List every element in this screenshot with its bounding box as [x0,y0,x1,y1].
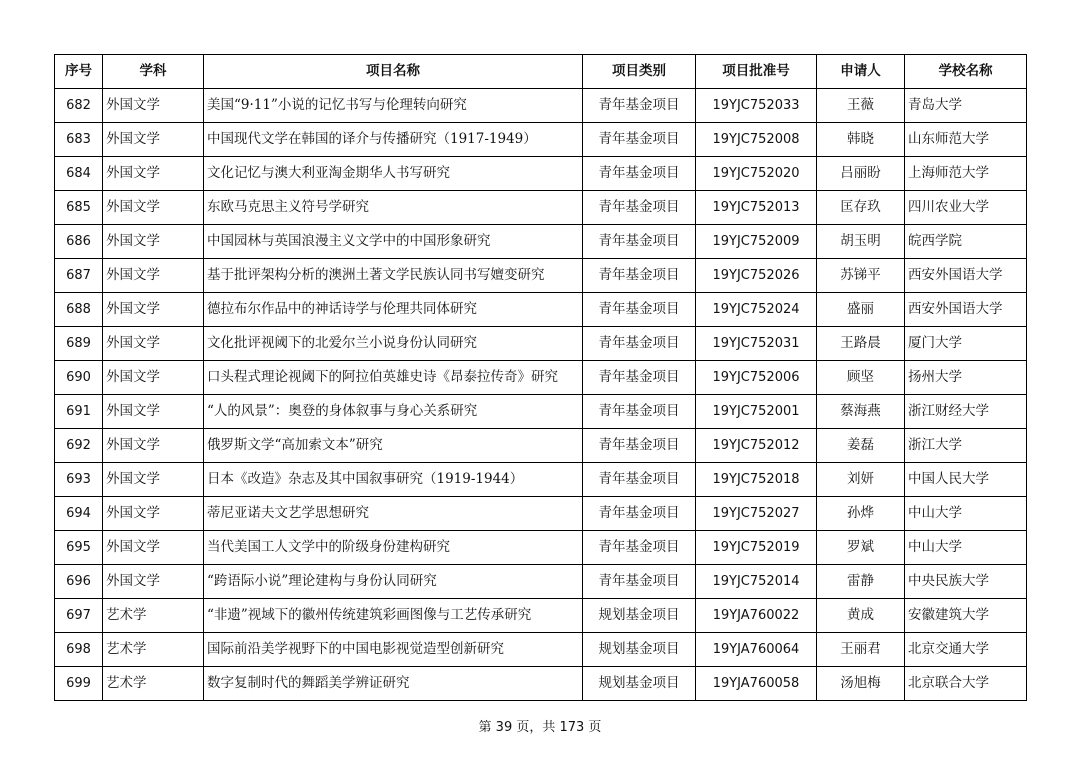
cell-project-type: 青年基金项目 [583,123,696,157]
cell-subject: 外国文学 [103,463,204,497]
cell-subject: 外国文学 [103,327,204,361]
cell-project-name: 中国园林与英国浪漫主义文学中的中国形象研究 [204,225,583,259]
cell-subject: 艺术学 [103,667,204,701]
table-row [55,259,1027,293]
cell-serial: 692 [55,429,103,463]
cell-school: 皖西学院 [905,225,1027,259]
cell-serial: 689 [55,327,103,361]
table-row [55,463,1027,497]
cell-approval-number: 19YJC752013 [696,191,817,225]
cell-applicant: 刘妍 [817,463,905,497]
header-approval-number: 项目批准号 [696,55,817,89]
cell-school: 北京联合大学 [905,667,1027,701]
cell-serial: 697 [55,599,103,633]
cell-project-name: 中国现代文学在韩国的译介与传播研究（1917-1949） [204,123,583,157]
cell-school: 上海师范大学 [905,157,1027,191]
table-row [55,565,1027,599]
cell-serial: 691 [55,395,103,429]
cell-project-name: 东欧马克思主义符号学研究 [204,191,583,225]
cell-applicant: 吕丽盼 [817,157,905,191]
cell-school: 西安外国语大学 [905,293,1027,327]
table-row [55,633,1027,667]
cell-school: 浙江大学 [905,429,1027,463]
cell-school: 四川农业大学 [905,191,1027,225]
cell-project-name: 口头程式理论视阈下的阿拉伯英雄史诗《昂泰拉传奇》研究 [204,361,583,395]
cell-project-type: 青年基金项目 [583,327,696,361]
cell-subject: 外国文学 [103,191,204,225]
cell-school: 中国人民大学 [905,463,1027,497]
cell-project-type: 青年基金项目 [583,497,696,531]
cell-project-name: “跨语际小说”理论建构与身份认同研究 [204,565,583,599]
cell-subject: 外国文学 [103,361,204,395]
cell-approval-number: 19YJC752026 [696,259,817,293]
cell-school: 扬州大学 [905,361,1027,395]
cell-project-name: 美国“9·11”小说的记忆书写与伦理转向研究 [204,89,583,123]
cell-subject: 外国文学 [103,157,204,191]
cell-project-type: 规划基金项目 [583,633,696,667]
table-row [55,293,1027,327]
cell-project-type: 青年基金项目 [583,361,696,395]
cell-school: 中山大学 [905,497,1027,531]
cell-approval-number: 19YJC752014 [696,565,817,599]
cell-applicant: 孙烨 [817,497,905,531]
table-row [55,531,1027,565]
table-row [55,123,1027,157]
cell-project-type: 规划基金项目 [583,599,696,633]
cell-approval-number: 19YJA760064 [696,633,817,667]
cell-approval-number: 19YJC752019 [696,531,817,565]
cell-school: 青岛大学 [905,89,1027,123]
cell-subject: 外国文学 [103,565,204,599]
cell-approval-number: 19YJC752024 [696,293,817,327]
cell-project-type: 青年基金项目 [583,225,696,259]
table-row [55,599,1027,633]
cell-serial: 696 [55,565,103,599]
cell-approval-number: 19YJC752009 [696,225,817,259]
table-row [55,667,1027,701]
table-row [55,191,1027,225]
cell-project-name: 基于批评架构分析的澳洲土著文学民族认同书写嬗变研究 [204,259,583,293]
cell-subject: 艺术学 [103,633,204,667]
cell-serial: 694 [55,497,103,531]
cell-approval-number: 19YJC752006 [696,361,817,395]
table-row [55,327,1027,361]
cell-subject: 外国文学 [103,531,204,565]
cell-approval-number: 19YJC752012 [696,429,817,463]
cell-applicant: 黄成 [817,599,905,633]
cell-project-type: 青年基金项目 [583,157,696,191]
cell-project-type: 青年基金项目 [583,259,696,293]
cell-applicant: 胡玉明 [817,225,905,259]
cell-project-name: 日本《改造》杂志及其中国叙事研究（1919-1944） [204,463,583,497]
cell-school: 浙江财经大学 [905,395,1027,429]
cell-school: 安徽建筑大学 [905,599,1027,633]
cell-subject: 艺术学 [103,599,204,633]
cell-project-name: 文化批评视阈下的北爱尔兰小说身份认同研究 [204,327,583,361]
cell-project-type: 青年基金项目 [583,293,696,327]
header-project-name: 项目名称 [204,55,583,89]
cell-subject: 外国文学 [103,429,204,463]
cell-subject: 外国文学 [103,259,204,293]
cell-approval-number: 19YJC752033 [696,89,817,123]
table-header-row [55,55,1027,89]
cell-serial: 698 [55,633,103,667]
cell-project-name: 数字复制时代的舞蹈美学辨证研究 [204,667,583,701]
cell-applicant: 韩晓 [817,123,905,157]
cell-applicant: 王薇 [817,89,905,123]
cell-subject: 外国文学 [103,225,204,259]
cell-applicant: 顾坚 [817,361,905,395]
cell-applicant: 匡存玖 [817,191,905,225]
cell-applicant: 蔡海燕 [817,395,905,429]
cell-applicant: 姜磊 [817,429,905,463]
cell-project-name: “人的风景”：奥登的身体叙事与身心关系研究 [204,395,583,429]
header-school: 学校名称 [905,55,1027,89]
header-applicant: 申请人 [817,55,905,89]
cell-project-type: 规划基金项目 [583,667,696,701]
cell-serial: 699 [55,667,103,701]
cell-school: 厦门大学 [905,327,1027,361]
cell-project-type: 青年基金项目 [583,565,696,599]
cell-project-type: 青年基金项目 [583,89,696,123]
cell-project-type: 青年基金项目 [583,463,696,497]
cell-applicant: 苏锑平 [817,259,905,293]
cell-project-type: 青年基金项目 [583,191,696,225]
table-row [55,89,1027,123]
cell-approval-number: 19YJC752001 [696,395,817,429]
cell-serial: 684 [55,157,103,191]
cell-project-type: 青年基金项目 [583,531,696,565]
cell-applicant: 汤旭梅 [817,667,905,701]
cell-project-name: 国际前沿美学视野下的中国电影视觉造型创新研究 [204,633,583,667]
cell-applicant: 盛丽 [817,293,905,327]
cell-project-name: 文化记忆与澳大利亚淘金期华人书写研究 [204,157,583,191]
cell-subject: 外国文学 [103,395,204,429]
cell-project-type: 青年基金项目 [583,429,696,463]
cell-approval-number: 19YJC752018 [696,463,817,497]
table-row [55,225,1027,259]
cell-applicant: 王丽君 [817,633,905,667]
table-row [55,429,1027,463]
cell-school: 北京交通大学 [905,633,1027,667]
cell-applicant: 王路晨 [817,327,905,361]
cell-subject: 外国文学 [103,497,204,531]
cell-serial: 683 [55,123,103,157]
table-body [55,89,1027,701]
cell-school: 中央民族大学 [905,565,1027,599]
cell-serial: 688 [55,293,103,327]
project-table [54,54,1027,701]
project-table-container [54,54,1026,701]
table-row [55,395,1027,429]
cell-project-name: “非遗”视域下的徽州传统建筑彩画图像与工艺传承研究 [204,599,583,633]
cell-subject: 外国文学 [103,123,204,157]
table-row [55,361,1027,395]
cell-serial: 682 [55,89,103,123]
cell-approval-number: 19YJC752020 [696,157,817,191]
cell-serial: 687 [55,259,103,293]
table-row [55,157,1027,191]
cell-applicant: 罗斌 [817,531,905,565]
cell-serial: 693 [55,463,103,497]
cell-serial: 685 [55,191,103,225]
header-subject: 学科 [103,55,204,89]
cell-project-type: 青年基金项目 [583,395,696,429]
cell-approval-number: 19YJC752008 [696,123,817,157]
cell-project-name: 德拉布尔作品中的神话诗学与伦理共同体研究 [204,293,583,327]
cell-approval-number: 19YJA760022 [696,599,817,633]
header-serial: 序号 [55,55,103,89]
cell-school: 西安外国语大学 [905,259,1027,293]
cell-applicant: 雷静 [817,565,905,599]
cell-approval-number: 19YJA760058 [696,667,817,701]
cell-project-name: 当代美国工人文学中的阶级身份建构研究 [204,531,583,565]
cell-school: 山东师范大学 [905,123,1027,157]
cell-serial: 695 [55,531,103,565]
cell-project-name: 蒂尼亚诺夫文艺学思想研究 [204,497,583,531]
page-footer: 第 39 页，共 173 页 [478,720,602,735]
cell-school: 中山大学 [905,531,1027,565]
cell-subject: 外国文学 [103,293,204,327]
cell-project-name: 俄罗斯文学“高加索文本”研究 [204,429,583,463]
table-row [55,497,1027,531]
cell-approval-number: 19YJC752027 [696,497,817,531]
cell-approval-number: 19YJC752031 [696,327,817,361]
cell-serial: 690 [55,361,103,395]
cell-subject: 外国文学 [103,89,204,123]
header-project-type: 项目类别 [583,55,696,89]
cell-serial: 686 [55,225,103,259]
